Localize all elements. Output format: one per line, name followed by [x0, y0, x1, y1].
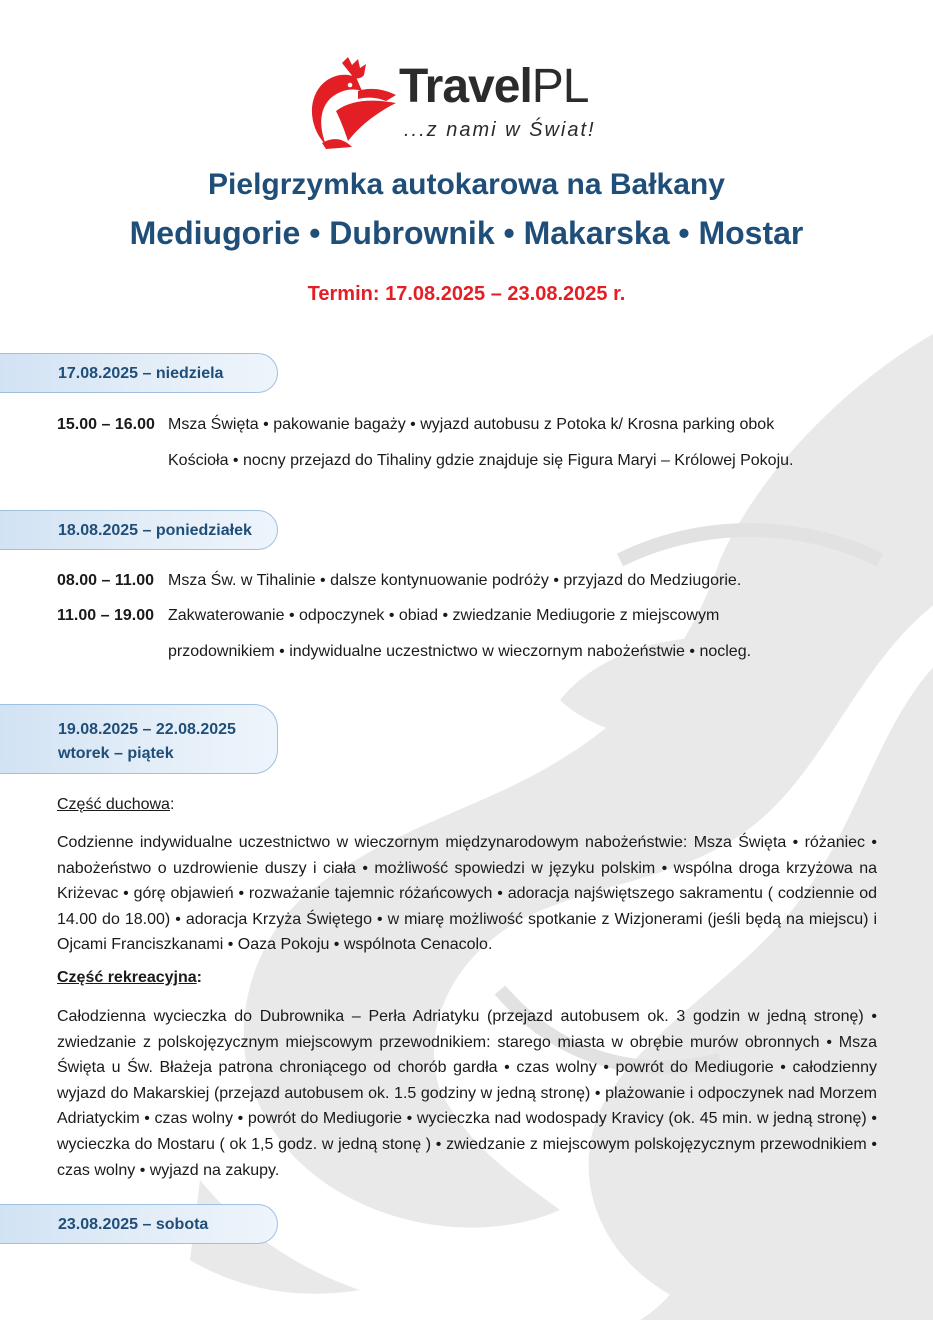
heading-colon: :	[196, 969, 202, 986]
day-label-3	[0, 704, 278, 774]
entry-text-line: Msza Święta • pakowanie bagaży • wyjazd autobusu z Potoka k/ Krosna parking obok	[168, 416, 775, 433]
spiritual-section-text: Codzienne indywidualne uczestnictwo w wieczornym międzynarodowym nabożeństwie: Msza Święta • różaniec • nabożeństwo o uzdrowienie duszy i ciała • możliwość spowiedzi w języku polskim • wspólna droga krzyżowa na Kriżevac • górę objawień • rozważanie tajemnic różańcowych • adoracja najświętszego sakramentu ( codziennie od 14.00 do 18.00) • adoracja Krzyża Świętego • w miarę możliwość spotkanie z Wizjonerami (jeśli będą na miejscu) i Ojcami Franciszkanami • Oaza Pokoju • wspólnota Cenacolo.	[57, 834, 877, 954]
recreation-heading-text: Część rekreacyjna	[57, 969, 197, 986]
recreation-section-text: Całodzienna wycieczka do Dubrownika – Perła Adriatyku (przejazd autobusem ok. 3 godzin w jedną stronę) • zwiedzanie z polskojęzycznym miejscowym przewodnikiem: starego miasta w obrębie murów obronnych • Msza Święta u Św. Błażeja patrona chroniącego od chorób gardła • czas wolny • powrót do Mediugorie • całodzienny wyjazd do Makarskiej (przejazd autobusem ok. 1.5 godziny w jedną stronę) • plażowanie i odpoczynek nad Morzem Adriatyckim • czas wolny • powrót do Mediugorie • wycieczka nad wodospady Kravicy (ok. 45 min. w jedną stronę) • wycieczka do Mostaru ( ok 1,5 godz. w jedną stonę ) • zwiedzanie z miejscowym polskojęzycznym przewodnikiem • czas wolny • wyjazd na zakupy.	[57, 1008, 877, 1179]
day-label-dates: 19.08.2025 – 22.08.2025	[58, 721, 236, 738]
entry-text-line: Zakwaterowanie • odpoczynek • obiad • zwiedzanie Mediugorie z miejscowym	[168, 607, 720, 624]
rooster-logo-icon	[296, 55, 401, 150]
entry-time: 11.00 – 19.00	[57, 607, 154, 624]
day-label-1: 17.08.2025 – niedziela	[0, 353, 278, 393]
entry-text-line: Kościoła • nocny przejazd do Tihaliny gdzie znajduje się Figura Maryi – Królowej Pokoju.	[168, 452, 794, 469]
logo-slogan: ...z nami w Świat!	[404, 119, 596, 141]
logo-wordmark	[399, 60, 589, 113]
entry-text-line: Msza Św. w Tihalinie • dalsze kontynuowanie podróży • przyjazd do Medziugorie.	[168, 572, 742, 589]
entry-time: 15.00 – 16.00	[57, 416, 155, 433]
trip-term: Termin: 17.08.2025 – 23.08.2025 r.	[307, 283, 626, 305]
entry-text-line: przodownikiem • indywidualne uczestnictwo w wieczornym nabożeństwie • nocleg.	[168, 643, 752, 660]
travelpl-logo	[296, 55, 641, 150]
heading-colon: :	[169, 796, 175, 813]
recreation-section-heading	[57, 969, 202, 987]
logo-brand-accent: PL	[531, 60, 589, 113]
day-label-2: 18.08.2025 – poniedziałek	[0, 510, 278, 550]
page-title-line-2: Mediugorie • Dubrownik • Makarska • Mostar	[129, 215, 804, 251]
spiritual-section-heading	[57, 796, 174, 814]
day-label-4: 23.08.2025 – sobota	[0, 1204, 278, 1244]
day-label-weekdays: wtorek – piątek	[58, 745, 174, 762]
spiritual-heading-text: Część duchowa	[57, 796, 170, 813]
page-title-line-1: Pielgrzymka autokarowa na Bałkany	[208, 168, 725, 201]
logo-brand-main: Travel	[399, 60, 532, 113]
entry-time: 08.00 – 11.00	[57, 572, 154, 589]
